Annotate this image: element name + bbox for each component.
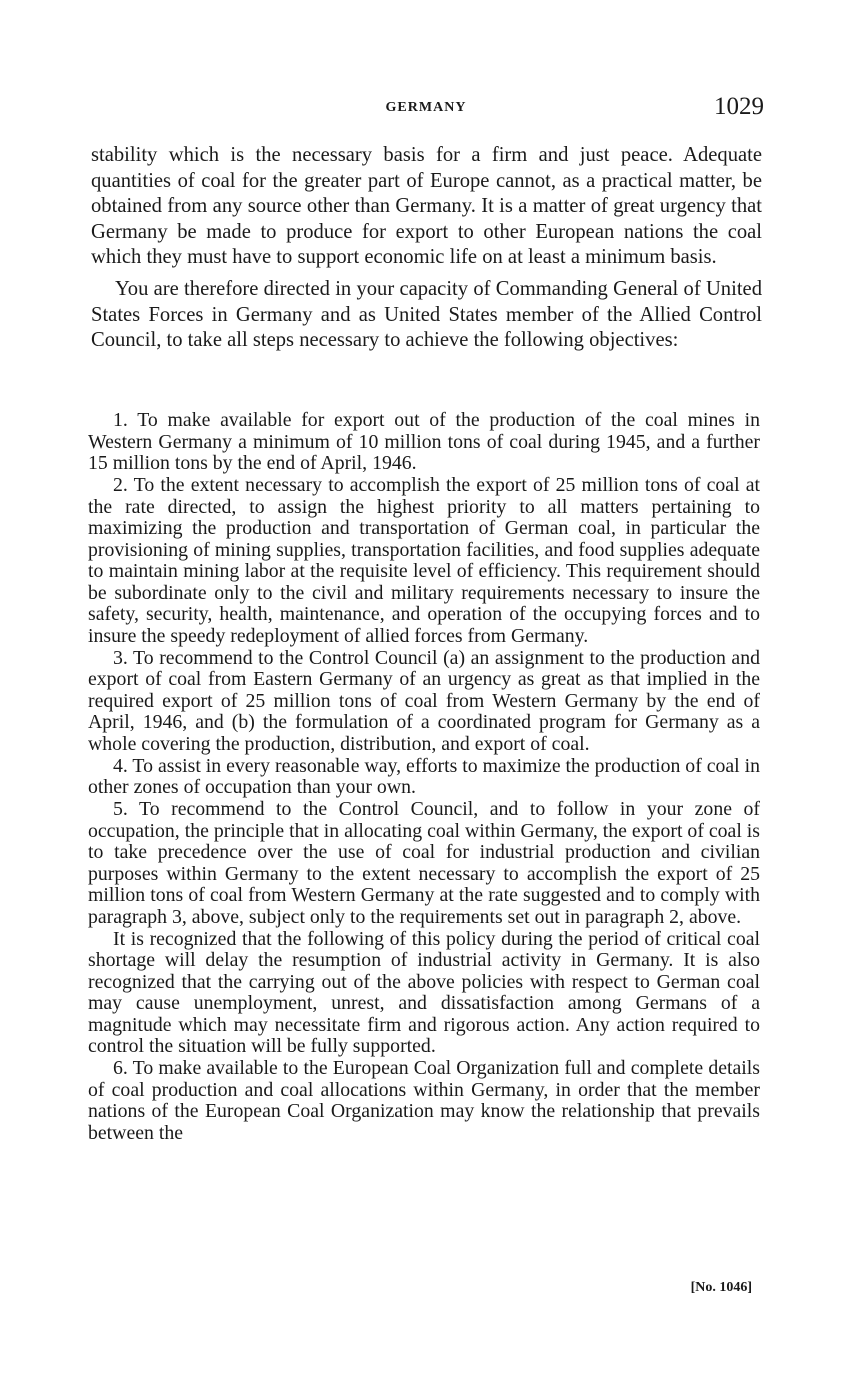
intro-paragraph-2: You are therefore directed in your capacity of Commanding General of United States Forces in Germany and as United States member of the Allied Control Council, to take all steps necessary to achieve the following objectives: — [91, 277, 762, 352]
page-number: 1029 — [714, 93, 764, 120]
objective-2: 2. To the extent necessary to accomplish the export of 25 million tons of coal at the rate directed, to assign the highest priority to all matters pertaining to maximizing the production and transportation of German coal, in particular the provisioning of mining supplies, transportation facilities, and food supplies adequate to maintain mining labor at the requisite level of efficiency. This requirement should be subordinate only to the civil and military requirements necessary to insure the safety, security, health, maintenance, and operation of the occupying forces and to insure the speedy redeployment of allied forces from Germany. — [88, 474, 760, 647]
running-head — [88, 92, 764, 124]
document-number: [No. 1046] — [690, 1280, 752, 1295]
intro-section — [91, 143, 762, 354]
objective-5: 5. To recommend to the Control Council, and to follow in your zone of occupation, the principle that in allocating coal within Germany, the export of coal is to take precedence over the use of coal for industrial production and civilian purposes within Germany to the extent necessary to accomplish the export of 25 million tons of coal from Western Germany at the rate suggested and to comply with paragraph 3, above, subject only to the requirements set out in paragraph 2, above. — [88, 798, 760, 928]
objectives-section — [88, 410, 760, 1145]
objective-3: 3. To recommend to the Control Council (a) an assignment to the production and export of coal from Eastern Germany of an urgency as great as that implied in the required export of 25 million tons of coal from Western Germany by the end of April, 1946, and (b) the formulation of a coordinated program for Germany as a whole covering the production, distribution, and export of coal. — [88, 646, 760, 755]
objective-6: 6. To make available to the European Coal Organization full and complete details of coal production and coal allocations within Germany, in order that the member nations of the European Coal Organization may know the relationship that prevails between the — [88, 1057, 760, 1144]
objective-1: 1. To make available for export out of the production of the coal mines in Western Germany a minimum of 10 million tons of coal during 1945, and a further 15 million tons by the end of April, 1946. — [88, 409, 760, 474]
policy-note-paragraph: It is recognized that the following of this policy during the period of critical coal shortage will delay the resumption of industrial activity in Germany. It is also recognized that the carrying out of the above policies with respect to German coal may cause unemployment, unrest, and dissatisfaction among Germans of a magnitude which may necessitate firm and rigorous action. Any action required to control the situation will be fully supported. — [88, 927, 760, 1057]
objective-4: 4. To assist in every reasonable way, efforts to maximize the production of coal in other zones of occupation than your own. — [88, 754, 761, 798]
running-title: GERMANY — [385, 100, 467, 115]
intro-paragraph-1: stability which is the necessary basis for a firm and just peace. Adequate quantities of coal for the greater part of Europe cannot, as a practical matter, be obtained from any source other than Germany. It is a matter of great urgency that Germany be made to produce for export to other European nations the coal which they must have to support economic life on at least a minimum basis. — [91, 144, 762, 269]
